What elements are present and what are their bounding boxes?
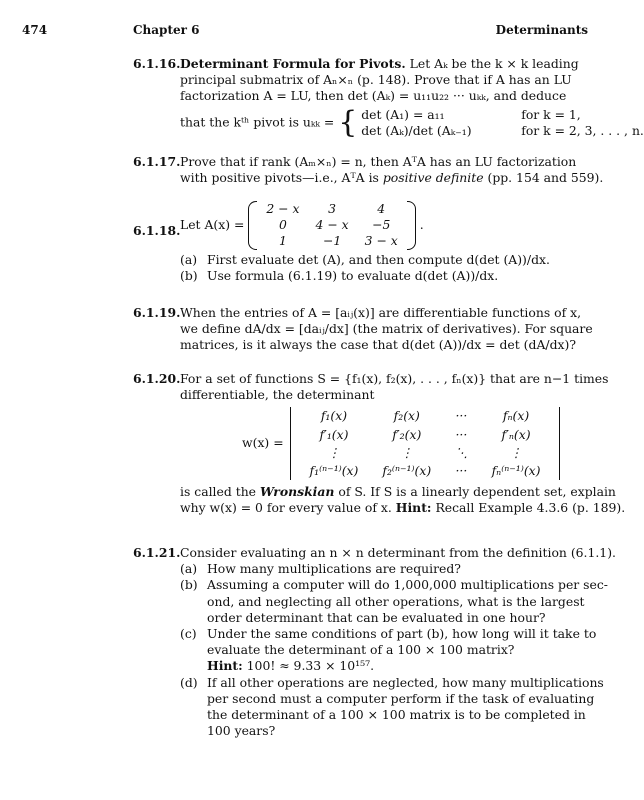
- left-paren: [248, 201, 257, 250]
- matrix-cell: 3: [328, 201, 337, 216]
- part-line: order determinant that can be evaluated in one hour?: [207, 609, 546, 625]
- matrix-row: [258, 217, 405, 233]
- determinant-cell: fₙ(x): [502, 408, 530, 424]
- exercise-part: [180, 577, 608, 626]
- part-line: evaluate the determinant of a 100 × 100 matrix?: [207, 642, 515, 658]
- exercise-number: 6.1.20.: [133, 371, 181, 386]
- formula-lead: w(x) =: [242, 435, 284, 451]
- exercise-6-1-17: [133, 154, 604, 186]
- exercise-6-1-16: [133, 56, 644, 140]
- part-label: (c): [180, 626, 197, 642]
- part-label: (a): [180, 561, 198, 577]
- part-label: (a): [180, 251, 198, 267]
- matrix-cell: −5: [372, 217, 391, 233]
- part-line: If all other operations are neglected, how many multiplications: [207, 674, 604, 690]
- determinant-cell: ⋮: [509, 444, 523, 460]
- matrix-cell: −1: [322, 233, 342, 249]
- wronskian-determinant: [288, 407, 563, 480]
- part-line: 100 years?: [207, 723, 276, 739]
- exercise-line: why w(x) = 0 for every value of x. Hint: Recall Example 4.3.6 (p. 189).: [180, 500, 626, 516]
- exercise-part: [180, 674, 604, 740]
- part-label: (b): [180, 267, 198, 283]
- determinant-cell: fₙ⁽ⁿ⁻¹⁾(x): [491, 463, 541, 479]
- matrix-definition: Let A(x) = 2 − x 3 4 0 4 − x −5 1 −1 3 − x .: [180, 201, 424, 249]
- exercise-6-1-20: [133, 371, 626, 517]
- part-line: Assuming a computer will do 1,000,000 multiplications per sec-: [207, 577, 608, 593]
- part-hint: [207, 658, 586, 674]
- matrix-row: [258, 233, 405, 249]
- hint-label: Hint:: [207, 658, 243, 674]
- part-text: First evaluate det (A), and then compute d(det (A))/dx.: [207, 251, 550, 267]
- term-wronskian: Wronskian: [259, 484, 335, 500]
- determinant-row: [298, 444, 553, 462]
- formula-cases: [361, 107, 644, 139]
- exercise-6-1-18: [133, 201, 586, 284]
- part-line: ond, and neglecting all other operations, what is the largest: [207, 593, 585, 609]
- part-line: per second must a computer perform if the task of evaluating: [207, 690, 595, 706]
- exercise-number: 6.1.17.: [133, 154, 181, 169]
- determinant-cell: ⋱: [455, 444, 468, 460]
- page-header: [22, 22, 588, 38]
- determinant-row: [298, 462, 553, 480]
- matrix-cell: 1: [278, 233, 287, 249]
- exercise-text: Let Aₖ be the k × k leading: [409, 56, 579, 71]
- determinant-cell: ···: [455, 463, 468, 479]
- exercise-number: 6.1.18.: [133, 223, 181, 238]
- exercise-line: with positive pivots—i.e., AᵀA is positive definite (pp. 154 and 559).: [180, 170, 604, 186]
- determinant-cell: ···: [455, 408, 468, 424]
- emphasis-text: positive definite: [382, 170, 484, 186]
- wronskian-formula: [242, 407, 586, 480]
- part-label: (d): [180, 674, 198, 690]
- exercise-line: factorization A = LU, then det (Aₖ) = u₁₁u₂₂ ··· uₖₖ, and deduce: [180, 88, 567, 104]
- part-line: How many multiplications are required?: [207, 561, 461, 577]
- determinant-cell: f₁(x): [320, 408, 348, 424]
- matrix-table: [258, 201, 405, 250]
- determinant-table: [298, 407, 553, 480]
- determinant-cell: f₂(x): [393, 408, 420, 424]
- exercise-line: When the entries of A = [aᵢⱼ(x)] are differentiable functions of x,: [180, 305, 582, 320]
- matrix-cell: 4: [377, 201, 386, 216]
- case-row: det (Aₖ)/det (Aₖ₋₁) for k = 2, 3, . . . , n.: [361, 122, 644, 138]
- exercise-parts: [180, 561, 608, 739]
- part-line: Under the same conditions of part (b), how long will it take to: [207, 626, 597, 642]
- determinant-cell: f₁⁽ⁿ⁻¹⁾(x): [309, 463, 359, 479]
- exercise-part: [180, 626, 597, 675]
- exercise-6-1-19: [133, 305, 593, 354]
- exercise-6-1-21: [133, 545, 616, 739]
- hint-text: 100! ≈ 9.33 × 10¹⁵⁷.: [242, 658, 375, 674]
- chapter-label: Chapter 6: [133, 23, 200, 37]
- exercise-part: [180, 561, 586, 577]
- exercise-number: 6.1.21.: [133, 545, 181, 560]
- exercise-line: [180, 56, 586, 72]
- determinant-cell: ···: [455, 426, 468, 442]
- exercise-line: is called the Wronskian of S. If S is a linearly dependent set, explain: [180, 484, 616, 500]
- exercise-line: For a set of functions S = {f₁(x), f₂(x), . . . , fₙ(x)} that are n−1 times: [180, 371, 609, 386]
- exercise-line: we define dA/dx = [daᵢⱼ/dx] (the matrix of derivatives). For square: [180, 321, 593, 337]
- exercise-line: differentiable, the determinant: [180, 387, 375, 403]
- matrix-row: [258, 201, 405, 217]
- part-label: (b): [180, 577, 198, 593]
- exercise-part: [180, 268, 586, 284]
- matrix-cell: 3 − x: [364, 233, 398, 249]
- determinant-cell: f′₂(x): [392, 426, 422, 442]
- determinant-cell: f′ₙ(x): [501, 426, 531, 442]
- determinant-cell: ⋮: [327, 444, 341, 460]
- exercise-line: Consider evaluating an n × n determinant from the definition (6.1.1).: [180, 545, 616, 560]
- formula-lead: that the kᵗʰ pivot is uₖₖ =: [180, 114, 335, 130]
- exercise-line: Prove that if rank (Aₘ×ₙ) = n, then AᵀA has an LU factorization: [180, 154, 577, 169]
- determinant-row: [298, 407, 553, 425]
- pivot-formula: [180, 104, 644, 140]
- matrix-cell: 2 − x: [266, 201, 300, 216]
- left-brace: {: [338, 104, 358, 140]
- page-number: 474: [22, 23, 48, 37]
- matrix-cell: 4 − x: [315, 217, 349, 233]
- determinant-cell: f₂⁽ⁿ⁻¹⁾(x): [382, 463, 432, 479]
- case-row: det (A₁) = a₁₁ for k = 1,: [361, 106, 581, 122]
- part-line: the determinant of a 100 × 100 matrix is to be completed in: [207, 707, 586, 723]
- matrix-lead: Let A(x) =: [180, 216, 245, 232]
- matrix-cell: 0: [278, 217, 287, 233]
- exercise-number: 6.1.16.: [133, 56, 181, 71]
- exercise-line: matrices, is it always the case that d(det (A))/dx = det (dA/dx)?: [180, 337, 576, 353]
- running-title: Determinants: [495, 23, 588, 37]
- left-bar: [290, 407, 291, 480]
- determinant-row: [298, 426, 553, 444]
- determinant-cell: ⋮: [400, 444, 413, 460]
- right-paren: [407, 201, 416, 250]
- right-bar: [559, 407, 560, 480]
- exercise-part: [180, 252, 586, 268]
- hint-label: Hint:: [395, 500, 432, 516]
- exercise-title: Determinant Formula for Pivots.: [180, 56, 406, 71]
- determinant-cell: f′₁(x): [319, 426, 349, 442]
- matrix-A: [248, 201, 415, 250]
- exercise-parts: [180, 252, 586, 284]
- part-text: Use formula (6.1.19) to evaluate d(det (A))/dx.: [207, 267, 499, 283]
- exercise-line: principal submatrix of Aₙ×ₙ (p. 148). Prove that if A has an LU: [180, 72, 572, 88]
- exercise-number: 6.1.19.: [133, 305, 181, 320]
